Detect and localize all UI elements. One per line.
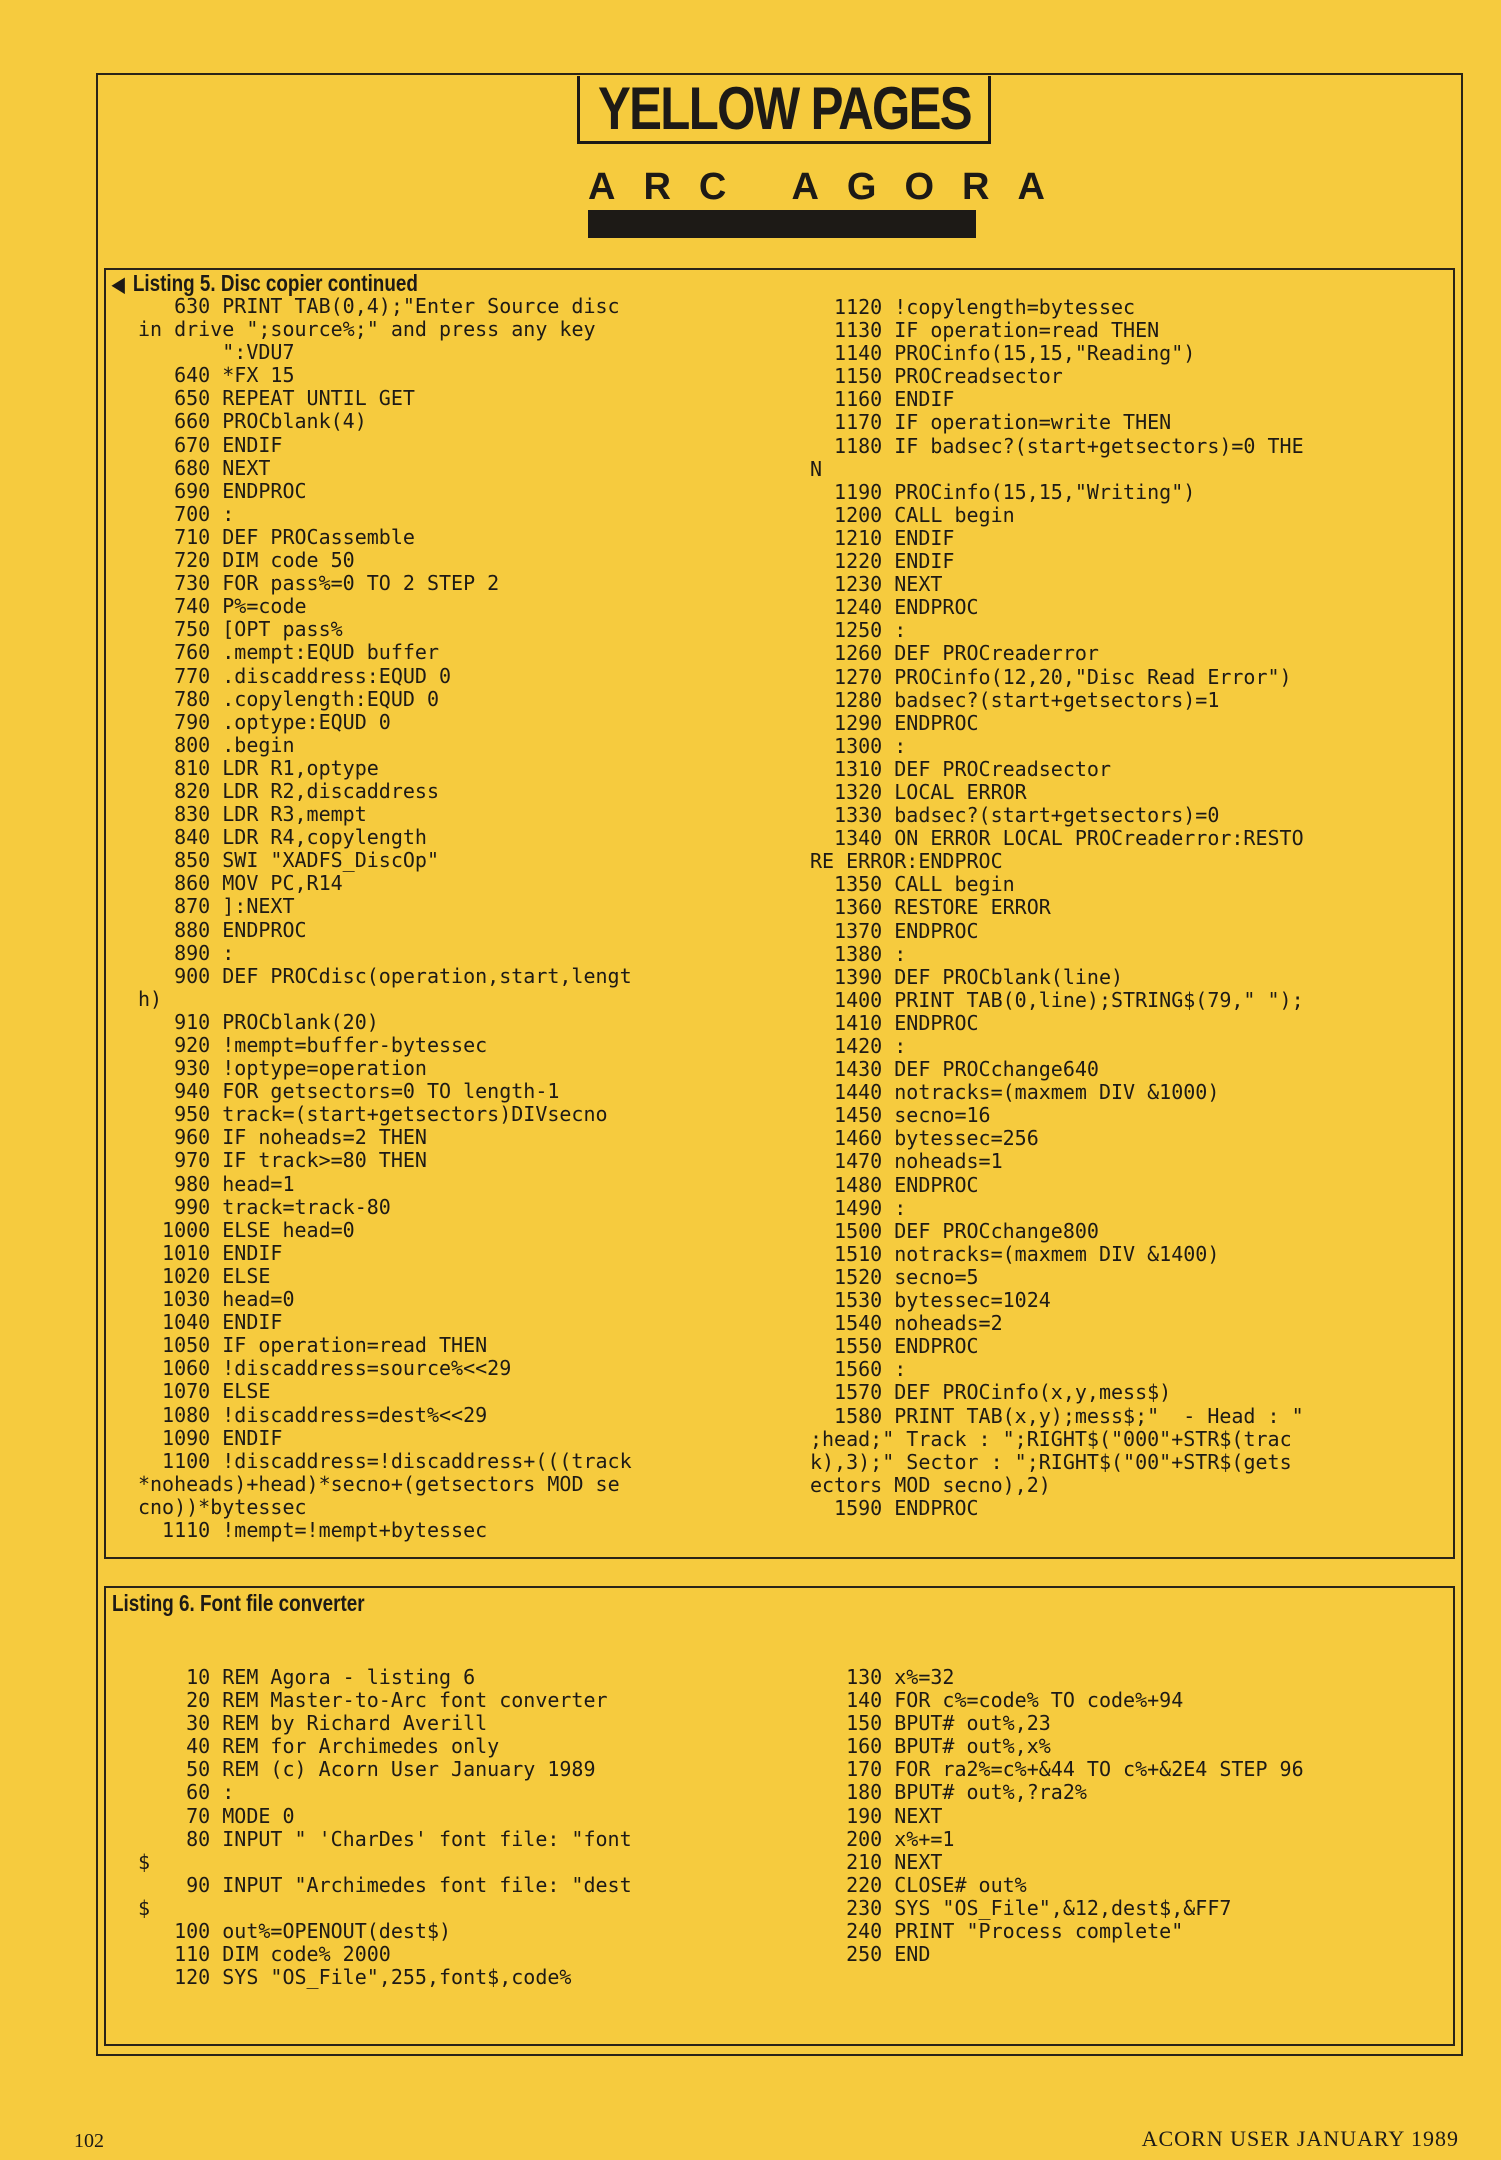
code-line: 630 PRINT TAB(0,4);"Enter Source disc: [150, 294, 620, 318]
code-line: 1290 ENDPROC: [822, 710, 979, 735]
code-line: 1020 ELSE: [150, 1263, 271, 1288]
code-line: 650 REPEAT UNTIL GET: [150, 386, 415, 411]
code-line: 60 :: [150, 1780, 235, 1805]
code-line: 750 [OPT pass%: [150, 617, 343, 642]
code-line: 1300 :: [822, 733, 907, 758]
code-line: 1200 CALL begin: [822, 502, 1015, 527]
listing-6-left-column: [137, 1665, 632, 1990]
code-line: 20 REM Master-to-Arc font converter: [150, 1688, 608, 1713]
code-line: 840 LDR R4,copylength: [150, 825, 427, 850]
code-line: 870 ]:NEXT: [150, 894, 295, 919]
listing-5-title-text: Listing 5. Disc copier continued: [132, 270, 418, 296]
code-line: 1220 ENDIF: [822, 549, 955, 574]
listing-6-title: Listing 6. Font file converter: [112, 1590, 365, 1616]
code-line: 1140 PROCinfo(15,15,"Reading"): [822, 341, 1196, 366]
code-line: 970 IF track>=80 THEN: [150, 1148, 427, 1173]
code-line: 1410 ENDPROC: [822, 1010, 979, 1035]
code-line: 990 track=track-80: [150, 1194, 391, 1219]
code-line: 1320 LOCAL ERROR: [822, 779, 1027, 804]
code-line: 180 BPUT# out%,?ra2%: [822, 1780, 1087, 1805]
code-line: 190 NEXT: [822, 1803, 943, 1828]
code-line: ":VDU7: [198, 340, 295, 365]
code-line: N: [809, 456, 823, 481]
code-line: 980 head=1: [150, 1171, 295, 1196]
code-line: 1350 CALL begin: [822, 872, 1015, 897]
subtitle-bar: [588, 210, 976, 238]
code-line: 1080 !discaddress=dest%<<29: [150, 1402, 488, 1427]
code-line: 1390 DEF PROCblank(line): [822, 964, 1124, 989]
code-line: 1040 ENDIF: [150, 1310, 283, 1335]
code-line: 1150 PROCreadsector: [822, 364, 1063, 389]
code-line: 1030 head=0: [150, 1287, 295, 1312]
code-line: 240 PRINT "Process complete": [822, 1919, 1184, 1944]
code-line: cno))*bytessec: [137, 1494, 307, 1519]
code-line: 40 REM for Archimedes only: [150, 1734, 500, 1759]
code-line: 1360 RESTORE ERROR: [822, 895, 1051, 920]
code-line: 1160 ENDIF: [822, 387, 955, 412]
code-line: 830 LDR R3,mempt: [150, 802, 367, 827]
code-line: 1090 ENDIF: [150, 1425, 283, 1450]
code-line: 1440 notracks=(maxmem DIV &1000): [822, 1080, 1220, 1105]
code-line: 660 PROCblank(4): [150, 409, 367, 434]
code-line: RE ERROR:ENDPROC: [809, 849, 1003, 874]
code-line: 1480 ENDPROC: [822, 1172, 979, 1197]
code-line: 780 .copylength:EQUD 0: [150, 686, 439, 711]
code-line: 1240 ENDPROC: [822, 595, 979, 620]
arrow-left-icon: ◀: [112, 274, 125, 296]
code-line: 1450 secno=16: [822, 1103, 991, 1128]
code-line: 1560 :: [822, 1357, 907, 1382]
code-line: 160 BPUT# out%,x%: [822, 1734, 1051, 1759]
code-line: 1550 ENDPROC: [822, 1334, 979, 1359]
code-line: 1230 NEXT: [822, 572, 943, 597]
code-line: 130 x%=32: [822, 1665, 955, 1689]
code-line: 1330 badsec?(start+getsectors)=0: [822, 803, 1220, 828]
code-line: 1070 ELSE: [150, 1379, 271, 1404]
code-line: 1500 DEF PROCchange800: [822, 1218, 1099, 1243]
code-line: 1210 ENDIF: [822, 525, 955, 550]
code-line: 1000 ELSE head=0: [150, 1217, 355, 1242]
code-line: 1130 IF operation=read THEN: [822, 318, 1160, 343]
code-line: 910 PROCblank(20): [150, 1009, 379, 1034]
code-line: 1270 PROCinfo(12,20,"Disc Read Error"): [822, 664, 1292, 689]
code-line: 10 REM Agora - listing 6: [150, 1665, 476, 1689]
code-line: 30 REM by Richard Averill: [150, 1711, 488, 1736]
code-line: ectors MOD secno),2): [809, 1472, 1051, 1497]
code-line: 1400 PRINT TAB(0,line);STRING$(79," ");: [822, 987, 1304, 1012]
code-line: 710 DEF PROCassemble: [150, 524, 415, 549]
code-line: 790 .optype:EQUD 0: [150, 709, 391, 734]
code-line: k),3);" Sector : ";RIGHT$("00"+STR$(gets: [809, 1449, 1292, 1474]
code-line: 1050 IF operation=read THEN: [150, 1333, 488, 1358]
code-line: 1490 :: [822, 1195, 907, 1220]
code-line: 170 FOR ra2%=c%+&44 TO c%+&2E4 STEP 96: [822, 1757, 1304, 1782]
code-line: 800 .begin: [150, 732, 295, 757]
code-line: 730 FOR pass%=0 TO 2 STEP 2: [150, 571, 500, 596]
code-line: 680 NEXT: [150, 455, 271, 480]
header-title-box: [577, 76, 991, 144]
code-line: 1120 !copylength=bytessec: [822, 295, 1136, 319]
code-line: $: [137, 1849, 151, 1874]
code-line: 1260 DEF PROCreaderror: [822, 641, 1099, 666]
code-line: 1590 ENDPROC: [822, 1495, 979, 1520]
listing-5-left-column: [137, 294, 632, 1542]
code-line: 1060 !discaddress=source%<<29: [150, 1356, 512, 1381]
code-line: 1530 bytessec=1024: [822, 1288, 1051, 1313]
page-number: 102: [74, 2130, 104, 2152]
code-line: 90 INPUT "Archimedes font file: "dest: [150, 1872, 632, 1897]
code-line: 820 LDR R2,discaddress: [150, 778, 439, 803]
code-line: $: [137, 1895, 151, 1920]
code-line: 1510 notracks=(maxmem DIV &1400): [822, 1241, 1220, 1266]
code-line: 120 SYS "OS_File",255,font$,code%: [150, 1965, 572, 1990]
code-line: 220 CLOSE# out%: [822, 1872, 1027, 1897]
listing-6-right-column: [822, 1666, 1304, 1966]
code-line: 1280 badsec?(start+getsectors)=1: [822, 687, 1220, 712]
code-line: 200 x%+=1: [822, 1826, 955, 1851]
code-line: 850 SWI "XADFS_DiscOp": [150, 848, 439, 873]
code-line: 930 !optype=operation: [150, 1056, 427, 1081]
code-line: 950 track=(start+getsectors)DIVsecno: [150, 1102, 608, 1127]
code-line: 860 MOV PC,R14: [150, 871, 343, 896]
code-line: 1570 DEF PROCinfo(x,y,mess$): [822, 1380, 1172, 1405]
code-line: 50 REM (c) Acorn User January 1989: [150, 1757, 596, 1782]
code-line: 1190 PROCinfo(15,15,"Writing"): [822, 479, 1196, 504]
code-line: 70 MODE 0: [150, 1803, 295, 1828]
code-line: 810 LDR R1,optype: [150, 755, 379, 780]
code-line: 250 END: [822, 1942, 931, 1967]
code-line: 1580 PRINT TAB(x,y);mess$;" - Head : ": [822, 1403, 1304, 1428]
code-line: 80 INPUT " 'CharDes' font file: "font: [150, 1826, 632, 1851]
code-line: 210 NEXT: [822, 1849, 943, 1874]
code-line: ;head;" Track : ";RIGHT$("000"+STR$(trac: [809, 1426, 1292, 1451]
code-line: 1180 IF badsec?(start+getsectors)=0 THE: [822, 433, 1304, 458]
code-line: 880 ENDPROC: [150, 917, 307, 942]
code-line: 1470 noheads=1: [822, 1149, 1003, 1174]
code-line: 140 FOR c%=code% TO code%+94: [822, 1688, 1184, 1713]
listing-5-title: [112, 270, 418, 297]
page-title: YELLOW PAGES: [597, 74, 971, 142]
code-line: 1340 ON ERROR LOCAL PROCreaderror:RESTO: [822, 826, 1304, 851]
code-line: 700 :: [150, 501, 235, 526]
code-line: 110 DIM code% 2000: [150, 1942, 391, 1967]
code-line: 690 ENDPROC: [150, 478, 307, 503]
code-line: 1250 :: [822, 618, 907, 643]
code-line: 670 ENDIF: [150, 432, 283, 457]
code-line: 1460 bytessec=256: [822, 1126, 1039, 1151]
listing-5-right-column: [809, 295, 1304, 1520]
code-line: 960 IF noheads=2 THEN: [150, 1125, 427, 1150]
section-subtitle: ARC AGORA: [588, 166, 1073, 208]
issue-line: ACORN USER JANUARY 1989: [1141, 2126, 1459, 2151]
code-line: 740 P%=code: [150, 594, 307, 619]
code-line: 890 :: [150, 940, 235, 965]
code-line: 1430 DEF PROCchange640: [822, 1057, 1099, 1082]
code-line: 770 .discaddress:EQUD 0: [150, 663, 452, 688]
code-line: 230 SYS "OS_File",&12,dest$,&FF7: [822, 1895, 1232, 1920]
code-line: in drive ";source%;" and press any key: [137, 317, 596, 342]
code-line: 100 out%=OPENOUT(dest$): [150, 1919, 452, 1944]
code-line: 1310 DEF PROCreadsector: [822, 756, 1111, 781]
code-line: 940 FOR getsectors=0 TO length-1: [150, 1079, 560, 1104]
code-line: 1380 :: [822, 941, 907, 966]
code-line: 720 DIM code 50: [150, 548, 355, 573]
code-line: 920 !mempt=buffer-bytessec: [150, 1033, 488, 1057]
code-line: 1540 noheads=2: [822, 1311, 1003, 1336]
code-line: 1010 ENDIF: [150, 1240, 283, 1265]
code-line: 1370 ENDPROC: [822, 918, 979, 943]
code-line: 900 DEF PROCdisc(operation,start,lengt: [150, 963, 632, 988]
code-line: 760 .mempt:EQUD buffer: [150, 640, 439, 665]
code-line: *noheads)+head)*secno+(getsectors MOD se: [137, 1471, 620, 1496]
code-line: 1170 IF operation=write THEN: [822, 410, 1172, 435]
code-line: 640 *FX 15: [150, 363, 295, 388]
code-line: 150 BPUT# out%,23: [822, 1711, 1051, 1736]
code-line: h): [137, 986, 163, 1011]
code-line: 1520 secno=5: [822, 1264, 979, 1289]
code-line: 1420 :: [822, 1034, 907, 1058]
code-line: 1110 !mempt=!mempt+bytessec: [150, 1517, 488, 1542]
code-line: 1100 !discaddress=!discaddress+(((track: [150, 1448, 632, 1473]
